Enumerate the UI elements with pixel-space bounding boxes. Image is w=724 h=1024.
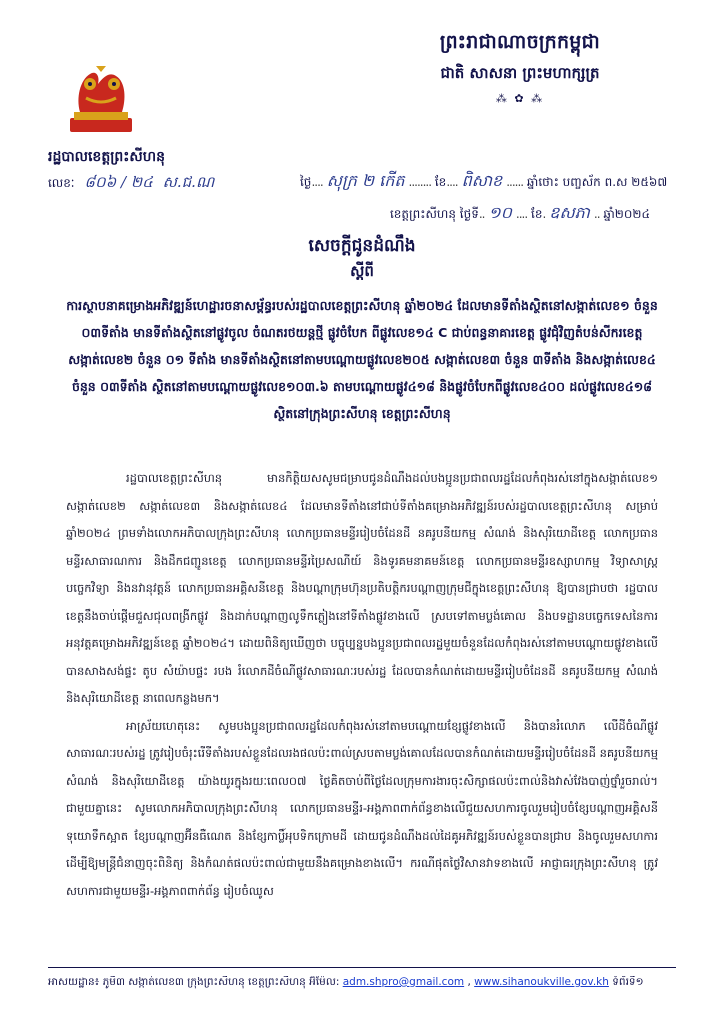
solar-date-line: ខេត្តព្រះសីហនុ ថ្ងៃទី.. ១០ .... ខែ. ឧសភា .. ឆ្នាំ២០២៤ [390,203,650,222]
document-subject: ការស្ថាបនាគម្រោងអភិវឌ្ឍន៍ហេដ្ឋារចនាសម្ព័ន្ធរបស់រដ្ឋបាលខេត្តព្រះសីហនុ ឆ្នាំ២០២៤ ដែលមានទីតាំងស្ថិតនៅសង្កាត់លេខ១ ចំនួន ០៣ទីតាំង មានទីតាំងស្ថិតនៅផ្លូវចូល ចំណតរថយន្តថ្មី ផ្លូវចំបែក ពីផ្លូវលេខ១៤ C ជាប់ពន្ធនាគារខេត្ត ផ្លូវជុំវិញតំបន់សីករខេត្ត សង្កាត់លេខ២ ចំនួន ០១ ទីតាំង មានទីតាំងស្ថិតនៅតាមបណ្តោយផ្លូវលេខ២០៥ សង្កាត់លេខ៣ ចំនួន ៣ទីតាំង និងសង្កាត់លេខ៤ ចំនួន ០៣ទីតាំង ស្ថិតនៅតាមបណ្តោយផ្លូវលេខ១០៣.៦ តាមបណ្តោយផ្លូវ៤១៨ និងផ្លូវចំបែកពីផ្លូវលេខ៤០០ ដល់ផ្លូវលេខ៤១៨ ស្ថិតនៅក្រុងព្រះសីហនុ ខេត្តព្រះសីហនុ [66,298,658,421]
document-about-label: ស្តីពី [350,262,374,280]
document-title: សេចក្តីជូនដំណឹង [308,236,416,256]
solar-date-prefix: ខេត្តព្រះសីហនុ ថ្ងៃទី [390,207,479,221]
lunar-month-label: ខែ [434,175,447,189]
footer-divider [48,967,676,968]
solar-year: ឆ្នាំ២០២៤ [603,207,650,221]
footer-separator: , [467,976,471,988]
solar-month-label: ខែ [531,207,543,221]
national-motto: ជាតិ សាសនា ព្រះមហាក្សត្រ [440,64,600,82]
footer [48,976,688,991]
kingdom-title: ព្រះរាជាណាចក្រកម្ពុជា [439,31,601,53]
body-paragraph-2: អាស្រ័យហេតុនេះ សូមបងប្អូនប្រជាពលរដ្ឋដែលកំពុងរស់នៅតាមបណ្តោយខ្សែផ្លូវខាងលើ និងបានរំលោភ លើដីចំណីផ្លូវសាធារណៈរបស់រដ្ឋ ត្រូវរៀបចំរុះរើទីតាំងរបស់ខ្លួនដែលរងផលប៉ះពាល់ស្របតាមប្លង់គោលដែលបានកំណត់ដោយមន្ទីររៀបចំដែនដី នគរូបនីយកម្ម សំណង់ និងសុរិយោដីខេត្ត យ៉ាងយូរក្នុងរយៈពេល០៧ ថ្ងៃគិតចាប់ពីថ្ងៃដែលក្រុមការងារចុះសិក្សាផលប៉ះពាល់និងវាស់វែងបាញ់ថ្នាំរួចរាល់។ ជាមួយគ្នានេះ សូមលោកអភិបាលក្រុងព្រះសីហនុ លោកប្រធានមន្ទីរ-អង្គភាពពាក់ព័ន្ធខាងលើជួយសហការចូលរួមរៀបចំខ្សែបណ្តាញអគ្គិសនី ទុយោទឹកស្អាត ខ្សែបណ្តាញអ៊ីនធឺណេត និងខ្សែកាប្លិ៍អុបទិកក្រោមដី ដោយជូនដំណឹងដល់ដៃគូអភិវឌ្ឍន៍របស់ខ្លួនបានជ្រាប និងចូលរួមសហការ ដើម្បីឱ្យមន្ត្រីជំនាញចុះពិនិត្យ និងកំណត់ផលប៉ះពាល់ជាមួយនឹងគម្រោងខាងលើ។ ករណីផុតថ្ងៃវិសានវាទខាងលើ អាជ្ញាធរក្រុងព្រះសីហនុ ត្រូវសហការជាមួយមន្ទីរ-អង្គភាពពាក់ព័ន្ធ រៀបចំឈូស [66,718,658,898]
provincial-lion-logo-icon [66,62,136,136]
body-paragraph-1: រដ្ឋបាលខេត្តព្រះសីហនុ មានកិត្តិយសសូមជម្រាបជូនដំណឹងដល់បងប្អូនប្រជាពលរដ្ឋដែលកំពុងរស់នៅក្នុងសង្កាត់លេខ១ សង្កាត់លេខ២ សង្កាត់លេខ៣ និងសង្កាត់លេខ៤ ដែលមានទីតាំងនៅជាប់ទីតាំងគម្រោងអភិវឌ្ឍន៍របស់រដ្ឋបាលខេត្តព្រះសីហនុ សម្រាប់ឆ្នាំ២០២៤ ព្រមទាំងលោកអភិបាលក្រុងព្រះសីហនុ លោកប្រធានមន្ទីររៀបចំដែនដី នគរូបនីយកម្ម សំណង់ និងសុរិយោដីខេត្ត លោកប្រធានមន្ទីរសាធារណការ និងដឹកជញ្ជូនខេត្ត លោកប្រធានមន្ទីរប្រៃសណីយ៍ និងទូរគមនាគមន៍ខេត្ត លោកប្រធានមន្ទីរឧស្សាហកម្ម វិទ្យាសាស្ត្រ បច្ចេកវិទ្យា និងនវានុវត្តន៍ លោកប្រធានអគ្គិសនីខេត្ត និងបណ្តាក្រុមហ៊ុនប្រតិបត្តិករបណ្តាញក្រុមជីក្នុងខេត្តព្រះសីហនុ ឱ្យបានជ្រាបថា រដ្ឋបាលខេត្តនឹងចាប់ផ្តើមជួសជុលពង្រីកផ្លូវ និងដាក់បណ្តាញលូទឹកភ្លៀងនៅទីតាំងផ្លូវខាងលើ ស្របទៅតាមប្លង់គោល និងបទដ្ឋានបច្ចេកទេសនៃការអនុវត្តគម្រោងអភិវឌ្ឍន៍ខេត្ត ឆ្នាំ២០២៤។ ដោយពិនិត្យឃើញថា បច្ចុប្បន្នបងប្អូនប្រជាពលរដ្ឋមួយចំនួនដែលកំពុងរស់នៅតាមបណ្តោយផ្លូវខាងលើបានសាងសង់ផ្ទះ តូប សំយ៉ាបផ្ទះ របង រំលោភដីចំណីផ្លូវសាធារណៈរបស់រដ្ឋ ដែលបានកំណត់ដោយមន្ទីររៀបចំដែនដី នគរូបនីយកម្ម សំណង់ និងសុរិយោដីខេត្ត នាពេលកន្លងមក។ [66,471,658,705]
lunar-date-line: ថ្ងៃ.... សុក្រ ២ កើត ........ ខែ.... ពិសាខ ...... ឆ្នាំថោះ បញ្ចស័ក ព.ស ២៥៦៧ [300,171,668,190]
page-label: ទំព័រទី [612,976,636,988]
email-link[interactable]: adm.shpro@gmail.com [342,976,465,988]
lunar-month-value: ពិសាខ [461,171,503,190]
header-ornament: ⁂ ✿ ⁂ [495,92,545,105]
reference-label: លេខៈ [48,176,75,190]
solar-month-value: ឧសភា [549,203,590,222]
lunar-day-value: សុក្រ ២ កើត [326,171,405,190]
reference-suffix: ស.ជ.ណ [162,173,215,191]
reference-number: ៨០៦ / ២៤ [84,173,153,191]
reference-number-line [48,173,214,195]
address-label: អាសយដ្ឋាន៖ [48,976,100,988]
issuing-authority: រដ្ឋបាលខេត្តព្រះសីហនុ [48,149,165,165]
address: ភូមិ៣ សង្កាត់លេខ៣ ក្រុងព្រះសីហនុ ខេត្តព្រះសីហនុ [102,976,306,988]
lunar-year: ឆ្នាំថោះ បញ្ចស័ក ព.ស ២៥៦៧ [526,175,668,189]
lunar-day-label: ថ្ងៃ [300,175,312,189]
email-label: អ៊ីម៉ែល: [309,976,340,988]
website-link[interactable]: www.sihanoukville.gov.kh [474,976,609,988]
kingdom-header [370,30,670,105]
document-body [66,465,658,905]
solar-day-value: ១០ [488,203,512,222]
page-number: ១ [635,976,644,988]
